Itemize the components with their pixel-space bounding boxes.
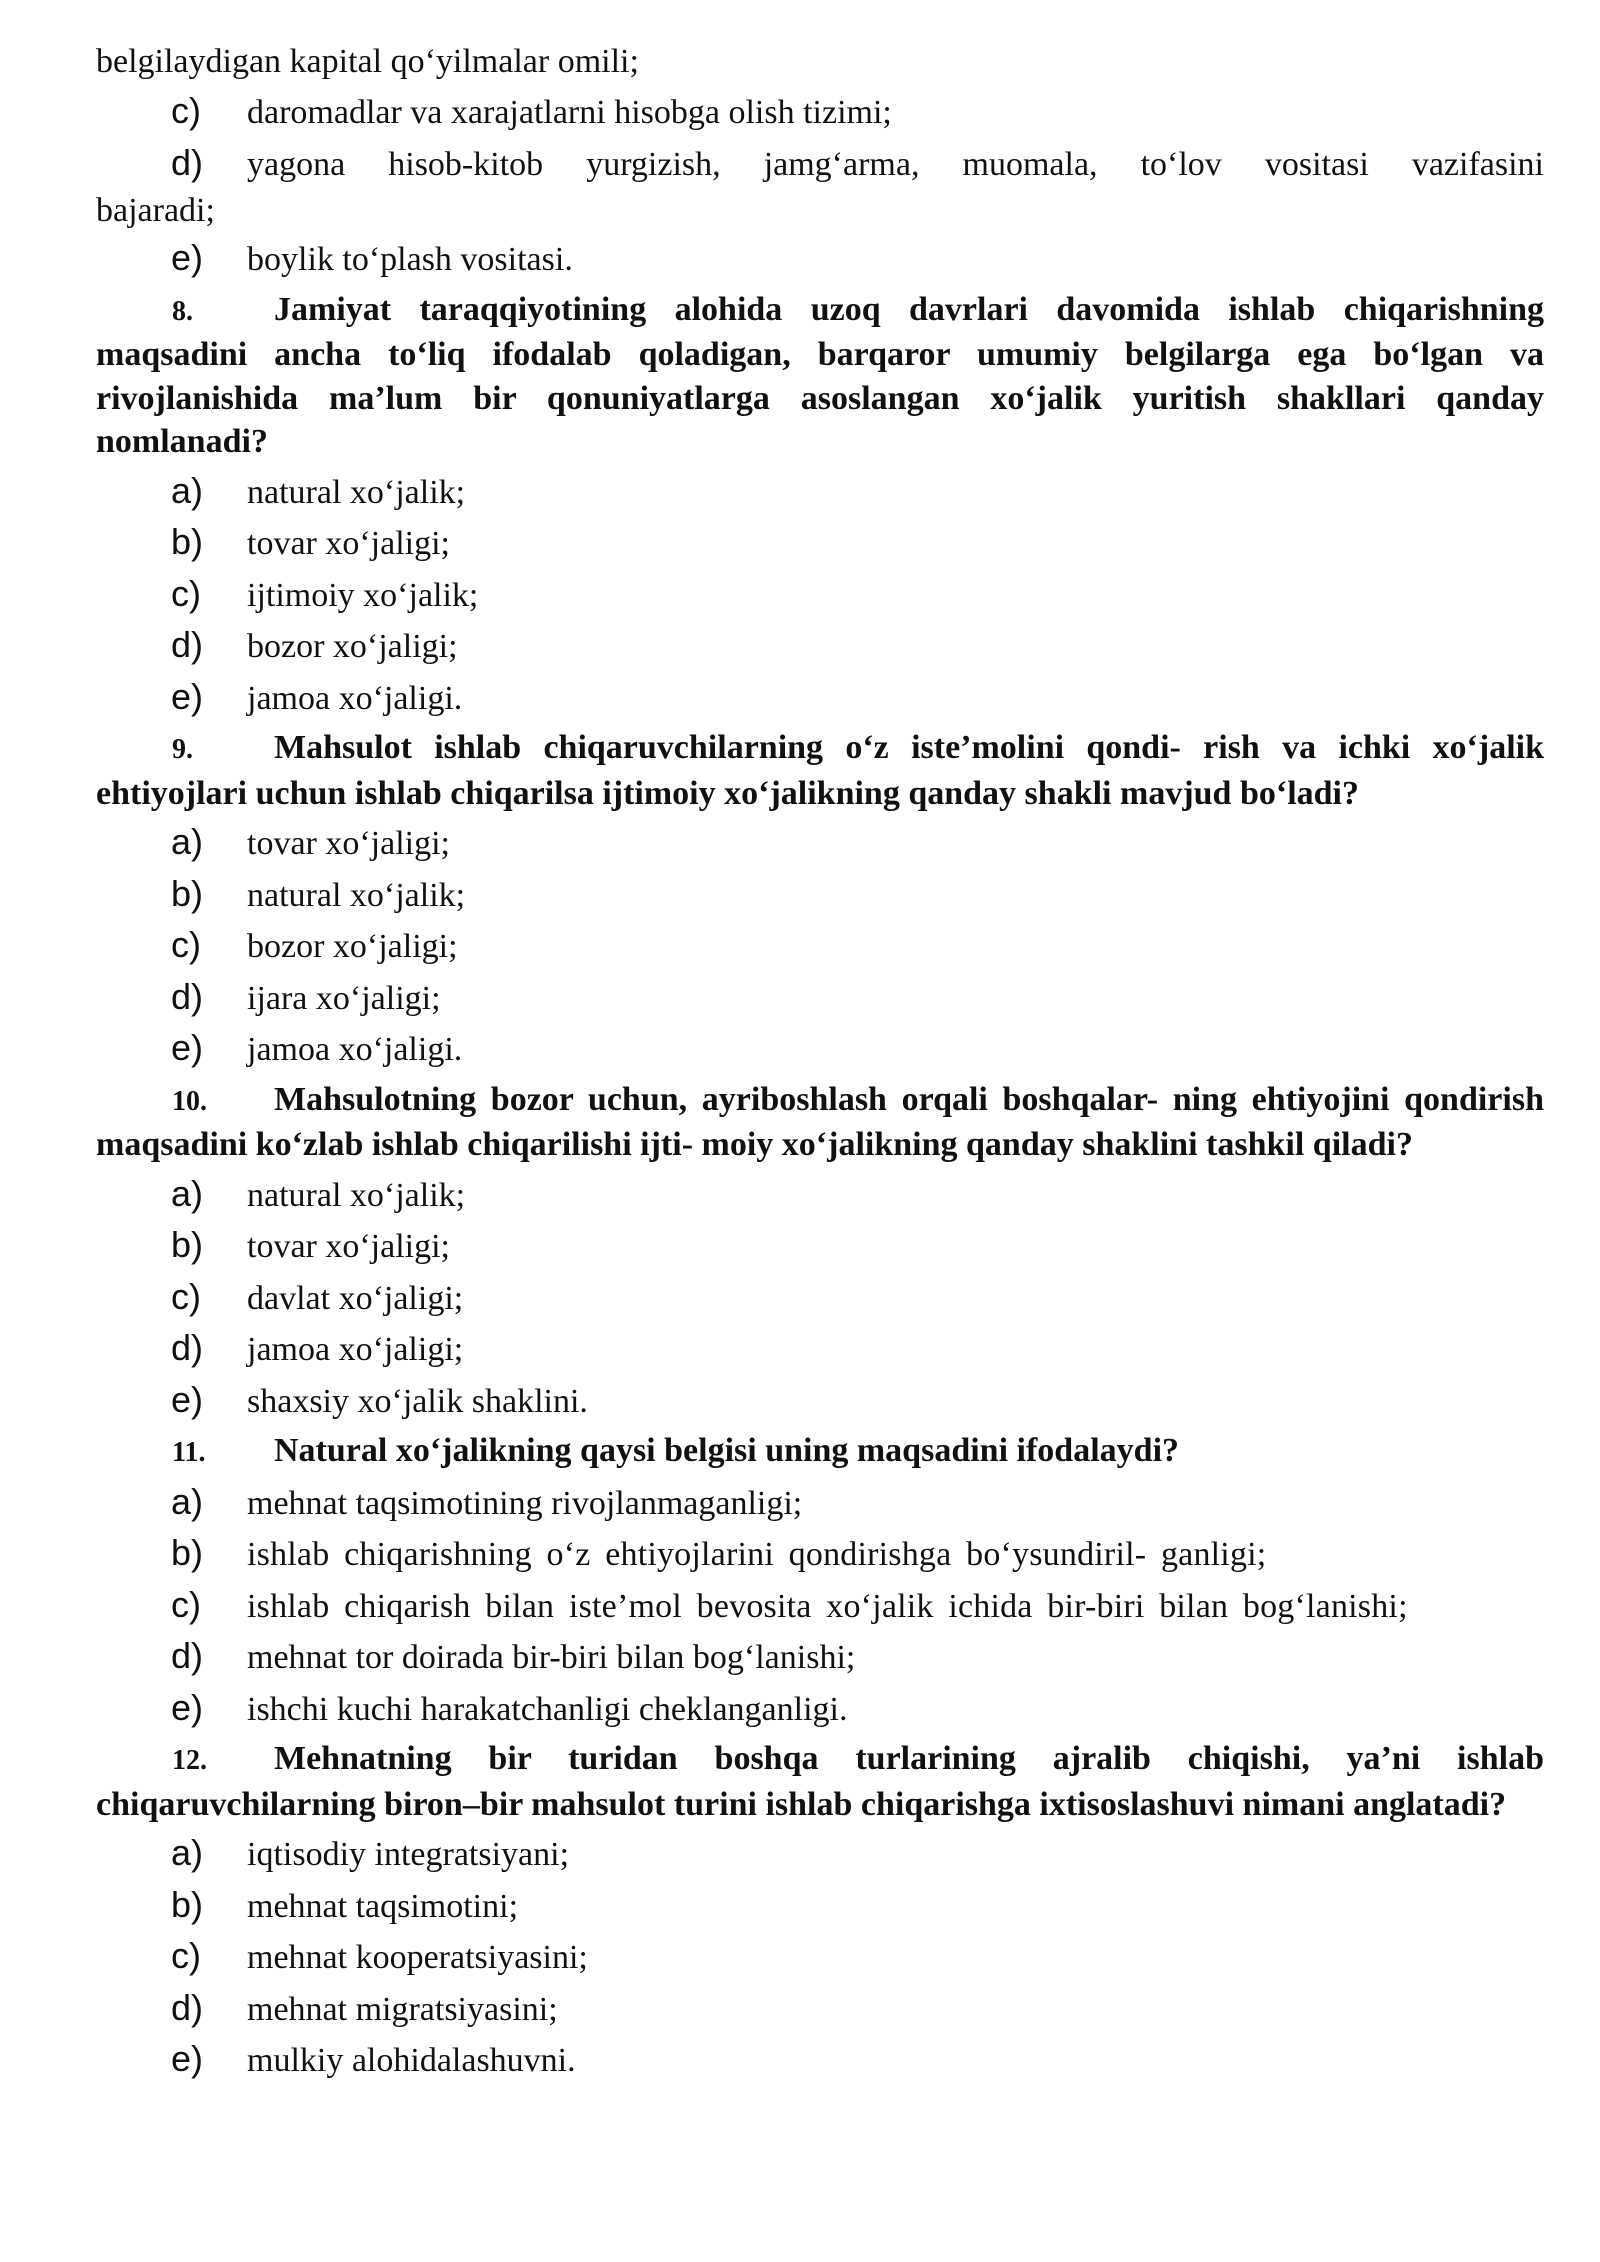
option-letter: c) (171, 572, 201, 614)
option-letter: d) (171, 975, 204, 1017)
option-letter: a) (171, 821, 204, 862)
option-text: jamoa xo‘jaligi; (247, 1331, 464, 1368)
option-letter: a) (171, 1480, 204, 1522)
option-text: boylik to‘plash vositasi. (247, 241, 573, 278)
prev-option-c (96, 86, 1544, 138)
option-text: natural xo‘jalik; (247, 1176, 466, 1214)
question-8-option-a (96, 466, 1544, 518)
question-12-option-b (96, 1880, 1544, 1932)
option-text: bozor xo‘jaligi; (247, 628, 458, 665)
question-9-option-b (96, 869, 1544, 921)
option-text: yagona hisob-kitob yurgizish, jamg‘arma, muomala, to‘lov vositasi vazifasini (247, 145, 1544, 183)
question-8-option-c (96, 569, 1544, 621)
option-text: tovar xo‘jaligi; (247, 825, 451, 862)
option-letter: c) (171, 90, 201, 131)
question-9-option-c (96, 920, 1544, 972)
question-9 (96, 726, 1544, 815)
question-12-option-a (96, 1828, 1544, 1880)
question-12-option-c (96, 1931, 1544, 1983)
question-number: 8. (172, 295, 193, 327)
option-text: iqtisodiy integratsiyani; (247, 1836, 570, 1873)
option-letter: c) (171, 1935, 201, 1976)
option-text: bozor xo‘jaligi; (247, 928, 458, 965)
option-text: jamoa xo‘jaligi. (247, 679, 463, 717)
document-page (96, 38, 1544, 2086)
question-12-option-d (96, 1983, 1544, 2035)
option-text: ijara xo‘jaligi; (247, 979, 441, 1017)
option-text: ishchi kuchi harakatchanligi cheklanganligi. (247, 1690, 848, 1728)
question-9-option-e (96, 1023, 1544, 1075)
option-text: tovar xo‘jaligi; (247, 525, 451, 562)
question-10-option-a (96, 1169, 1544, 1221)
intro-line: belgilaydigan kapital qo‘yilmalar omili; (96, 43, 639, 80)
question-8-option-d (96, 620, 1544, 672)
option-text: mehnat taqsimotining rivojlanmaganligi; (247, 1484, 803, 1522)
option-text: shaxsiy xo‘jalik shaklini. (247, 1382, 588, 1420)
option-letter: e) (171, 1686, 204, 1728)
option-text: ishlab chiqarishning o‘z ehtiyojlarini qondirishga bo‘ysundiril- ganligi; (247, 1536, 1267, 1573)
question-number: 9. (172, 734, 193, 765)
question-12-option-e (96, 2034, 1544, 2086)
option-letter: c) (171, 1583, 201, 1625)
question-text: Jamiyat taraqqiyotining alohida uzoq davrlari davomida ishlab chiqarishning maqsadini ancha to‘liq ifodalab qoladigan, barqaror umumiy belgilarga ega bo‘lgan va rivojlanishida ma’lum bir qonuniyatlarga asoslangan xo‘jalik yuritish shakllari qanday nomlanadi? (96, 290, 1544, 460)
option-letter: a) (171, 469, 204, 511)
option-text: natural xo‘jalik; (247, 473, 466, 511)
question-text: Mahsulot ishlab chiqaruvchilarning o‘z iste’molini qondi- rish va ichki xo‘jalik ehtiyojlari uchun ishlab chiqarilsa ijtimoiy xo‘jalikning qanday shakli mavjud bo‘ladi? (96, 729, 1544, 812)
option-letter: b) (171, 1224, 204, 1265)
question-number: 11. (172, 1437, 206, 1468)
question-10-option-b (96, 1220, 1544, 1272)
option-letter: e) (171, 1027, 204, 1068)
question-11 (96, 1429, 1544, 1475)
option-letter: d) (171, 624, 204, 665)
question-10-option-e (96, 1375, 1544, 1427)
option-text: mehnat tor doirada bir-biri bilan bog‘lanishi; (247, 1639, 856, 1676)
question-text: Natural xo‘jalikning qaysi belgisi uning maqsadini ifodalaydi? (274, 1432, 1180, 1469)
question-10-option-d (96, 1323, 1544, 1375)
option-letter: b) (171, 872, 204, 914)
question-10-option-c (96, 1272, 1544, 1324)
option-text: mehnat migratsiyasini; (247, 1990, 558, 2028)
question-number: 12. (172, 1745, 207, 1776)
prev-option-e (96, 233, 1544, 285)
question-11-option-a (96, 1477, 1544, 1529)
option-text: mehnat taqsimotini; (247, 1887, 519, 1925)
option-letter: d) (171, 1635, 204, 1676)
option-letter: d) (171, 1327, 204, 1368)
option-text: ijtimoiy xo‘jalik; (247, 576, 479, 614)
question-11-option-e (96, 1683, 1544, 1735)
option-text: tovar xo‘jaligi; (247, 1228, 451, 1265)
option-letter: b) (171, 521, 204, 562)
question-number: 10. (172, 1085, 207, 1117)
option-letter: d) (171, 141, 204, 183)
question-8 (96, 288, 1544, 464)
option-letter: a) (171, 1172, 204, 1214)
question-11-option-b (96, 1528, 1544, 1580)
prev-option-d-continuation: bajaradi; (96, 192, 215, 229)
question-8-option-b (96, 517, 1544, 569)
option-text: jamoa xo‘jaligi. (247, 1031, 463, 1068)
question-text: Mehnatning bir turidan boshqa turlarining ajralib chiqishi, ya’ni ishlab chiqaruvchilarning biron–bir mahsulot turini ishlab chiqarishga ixtisoslashuvi nimani anglatadi? (96, 1740, 1544, 1823)
option-letter: c) (171, 1275, 201, 1317)
question-10 (96, 1078, 1544, 1167)
option-letter: c) (171, 924, 201, 965)
option-text: daromadlar va xarajatlarni hisobga olish tizimi; (247, 94, 892, 131)
option-text: ishlab chiqarish bilan iste’mol bevosita xo‘jalik ichida bir-biri bilan bog‘lanishi; (247, 1587, 1408, 1625)
question-9-option-d (96, 972, 1544, 1024)
question-text: Mahsulotning bozor uchun, ayriboshlash orqali boshqalar- ning ehtiyojini qondirish maqsadini ko‘zlab ishlab chiqarilishi ijti- moiy xo‘jalikning qanday shaklini tashkil qiladi? (96, 1080, 1544, 1163)
question-11-option-d (96, 1631, 1544, 1683)
prev-option-d (96, 138, 1544, 190)
option-letter: e) (171, 1378, 204, 1420)
option-letter: e) (171, 675, 204, 717)
question-11-option-c (96, 1580, 1544, 1632)
option-letter: e) (171, 237, 204, 278)
option-letter: a) (171, 1832, 204, 1873)
option-text: davlat xo‘jaligi; (247, 1279, 464, 1317)
option-text: mehnat kooperatsiyasini; (247, 1939, 588, 1976)
option-letter: e) (171, 2038, 204, 2079)
option-letter: b) (171, 1532, 204, 1573)
option-text: mulkiy alohidalashuvni. (247, 2042, 576, 2079)
option-text: natural xo‘jalik; (247, 876, 466, 914)
option-letter: d) (171, 1986, 204, 2028)
question-8-option-e (96, 672, 1544, 724)
question-9-option-a (96, 817, 1544, 869)
option-letter: b) (171, 1883, 204, 1925)
question-12 (96, 1737, 1544, 1826)
